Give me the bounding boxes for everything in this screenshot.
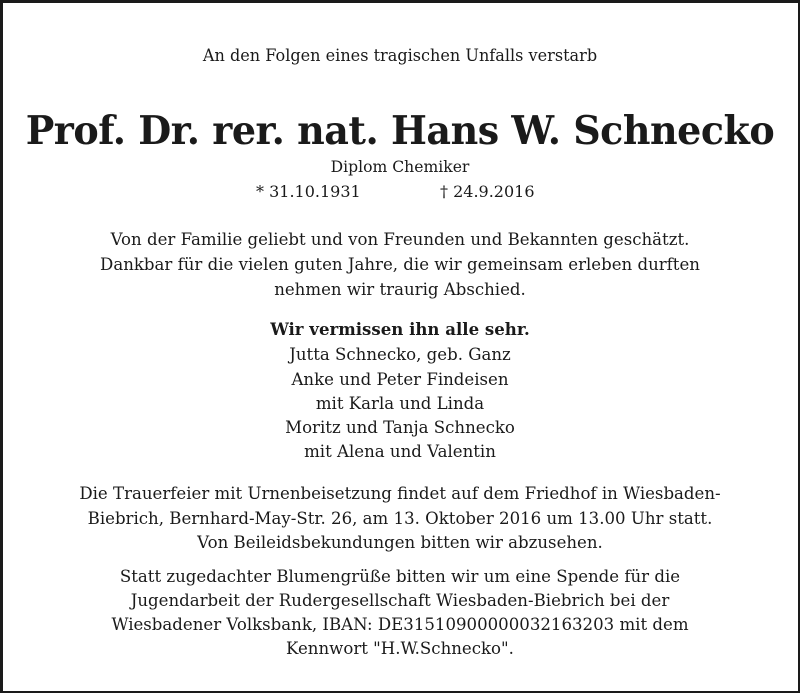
donation-line: Jugendarbeit der Rudergesellschaft Wiesbaden-Biebrich bei der <box>130 591 670 611</box>
intro-text: An den Folgen eines tragischen Unfalls verstarb <box>202 46 598 65</box>
family-member: mit Alena und Valentin <box>304 442 496 462</box>
service-line: Biebrich, Bernhard-May-Str. 26, am 13. Oktober 2016 um 13.00 Uhr statt. <box>87 509 713 529</box>
death-date: † 24.9.2016 <box>440 182 535 201</box>
tribute-line: Dankbar für die vielen guten Jahre, die wir gemeinsam erleben durften <box>100 255 700 275</box>
donation-line: Wiesbadener Volksbank, IBAN: DE31510900000032163203 mit dem <box>111 615 689 635</box>
tribute-line: Von der Familie geliebt und von Freunden und Bekannten geschätzt. <box>110 230 690 250</box>
donation-line: Kennwort "H.W.Schnecko". <box>286 639 514 659</box>
service-line: Die Trauerfeier mit Urnenbeisetzung findet auf dem Friedhof in Wiesbaden- <box>79 484 721 504</box>
tribute-line: nehmen wir traurig Abschied. <box>274 280 526 300</box>
deceased-name: Prof. Dr. rer. nat. Hans W. Schnecko <box>25 108 775 154</box>
service-line: Von Beileidsbekundungen bitten wir abzusehen. <box>197 533 603 553</box>
family-member: Anke und Peter Findeisen <box>291 370 509 390</box>
family-member: Moritz und Tanja Schnecko <box>285 418 515 438</box>
donation-line: Statt zugedachter Blumengrüße bitten wir um eine Spende für die <box>119 567 681 587</box>
family-heading: Wir vermissen ihn alle sehr. <box>270 320 530 340</box>
deceased-title: Diplom Chemiker <box>330 157 470 176</box>
birth-date: * 31.10.1931 <box>256 182 361 201</box>
family-member: mit Karla und Linda <box>315 394 485 414</box>
family-member: Jutta Schnecko, geb. Ganz <box>289 345 511 365</box>
